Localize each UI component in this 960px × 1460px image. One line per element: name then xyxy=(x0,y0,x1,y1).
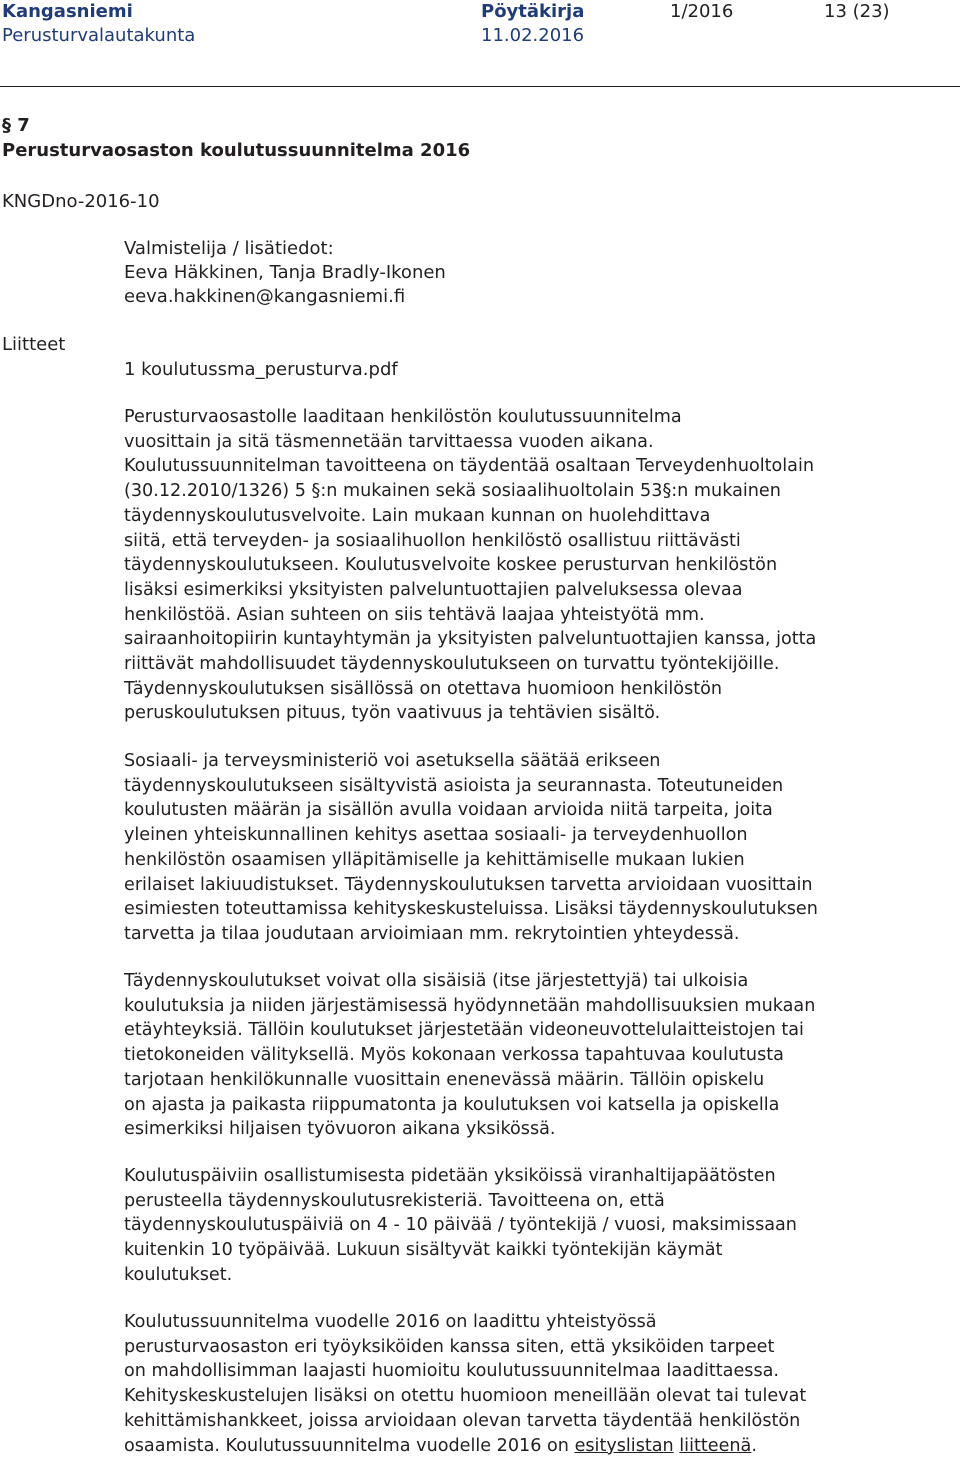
paragraph-line: Koulutuspäiviin osallistumisesta pidetään yksiköissä viranhaltijapäätösten xyxy=(124,1166,776,1186)
paragraph-3 xyxy=(124,969,815,1142)
paragraph-line: esimerkiksi hiljaisen työvuoron aikana yksikössä. xyxy=(124,1119,556,1140)
paragraph-line: henkilöstön osaamisen ylläpitämiselle ja kehittämiselle mukaan lukien xyxy=(124,849,745,870)
paragraph-line: kuitenkin 10 työpäivää. Lukuun sisältyvät kaikki työntekijän käymät xyxy=(124,1240,723,1261)
paragraph-line: Koulutussuunnitelma vuodelle 2016 on laadittu yhteistyössä xyxy=(124,1312,657,1332)
paragraph-5 xyxy=(124,1310,806,1458)
preparer-label: Valmistelija / lisätiedot: xyxy=(124,238,334,259)
paragraph-line: siitä, että terveyden- ja sosiaalihuollon henkilöstö osallistuu riittävästi xyxy=(124,530,741,551)
paragraph-line: yleinen yhteiskunnallinen kehitys asettaa sosiaali- ja terveydenhuollon xyxy=(124,825,748,846)
paragraph-line: on ajasta ja paikasta riippumatonta ja koulutuksen voi katsella ja opiskella xyxy=(124,1094,780,1115)
preparer-names: Eeva Häkkinen, Tanja Bradly-Ikonen xyxy=(124,262,446,283)
paragraph-line: koulutuksia ja niiden järjestämisessä hyödynnetään mahdollisuuksien mukaan xyxy=(124,995,816,1016)
attachment-item: 1 koulutussma_perusturva.pdf xyxy=(124,359,398,380)
paragraph-line: on mahdollisimman laajasti huomioitu koulutussuunnitelmaa laadittaessa. xyxy=(124,1361,779,1382)
paragraph-line: täydennyskoulutukseen sisältyvistä asioista ja seurannasta. Toteutuneiden xyxy=(124,775,784,796)
document-type: Pöytäkirja xyxy=(481,1,585,22)
paragraph-line: esimiesten toteuttamissa kehityskeskusteluissa. Lisäksi täydennyskoulutuksen xyxy=(124,899,818,920)
paragraph-line: Täydennyskoulutuksen sisällössä on otettava huomioon henkilöstön xyxy=(124,678,723,699)
paragraph-line: tietokoneiden välityksellä. Myös kokonaan verkossa tapahtuvaa koulutusta xyxy=(124,1045,784,1066)
attachment-link[interactable]: liitteenä xyxy=(679,1435,752,1456)
paragraph-line: täydennyskoulutusvelvoite. Lain mukaan kunnan on huolehdittava xyxy=(124,505,711,526)
preparer-block xyxy=(124,237,446,309)
paragraph-line: Kehityskeskustelujen lisäksi on otettu huomioon meneillään olevat tai tulevat xyxy=(124,1386,807,1407)
section-number: § 7 xyxy=(2,115,30,136)
paragraph-line: etäyhteyksiä. Tällöin koulutukset järjestetään videoneuvottelulaitteistojen tai xyxy=(124,1020,804,1041)
paragraph-line: perusteella täydennyskoulutusrekisteriä. Tavoitteena on, että xyxy=(124,1190,665,1211)
meeting-date: 11.02.2016 xyxy=(481,25,585,46)
preparer-email: eeva.hakkinen@kangasniemi.fi xyxy=(124,286,406,307)
paragraph-line: sairaanhoitopiirin kuntayhtymän ja yksityisten palveluntuottajien kanssa, jotta xyxy=(124,629,817,650)
paragraph-1 xyxy=(124,405,816,726)
paragraph-line: koulutusten määrän ja sisällön avulla voidaan arvioida niitä tarpeita, joita xyxy=(124,800,773,821)
paragraph-4 xyxy=(124,1164,797,1288)
last-line-prefix: osaamista. Koulutussuunnitelma vuodelle 2016 on xyxy=(124,1435,575,1456)
paragraph-line: täydennyskoulutuspäiviä on 4 - 10 päivää / työntekijä / vuosi, maksimissaan xyxy=(124,1215,797,1236)
paragraph-line: lisäksi esimerkiksi yksityisten palveluntuottajien palveluksessa olevaa xyxy=(124,579,743,600)
committee-name: Perusturvalautakunta xyxy=(2,25,196,46)
paragraph-2 xyxy=(124,749,818,947)
paragraph-line: Täydennyskoulutukset voivat olla sisäisiä (itse järjestettyjä) tai ulkoisia xyxy=(124,971,749,991)
header-divider xyxy=(0,86,960,87)
paragraph-line: perusturvaosaston eri työyksiköiden kanssa siten, että yksiköiden tarpeet xyxy=(124,1336,775,1357)
section-title: Perusturvaosaston koulutussuunnitelma 2016 xyxy=(2,140,471,161)
paragraph-line: (30.12.2010/1326) 5 §:n mukainen sekä sosiaalihuoltolain 53§:n mukainen xyxy=(124,481,781,502)
paragraph-line: Sosiaali- ja terveysministeriö voi asetuksella säätää erikseen xyxy=(124,751,661,771)
paragraph-line: vuosittain ja sitä täsmennetään tarvittaessa vuoden aikana. xyxy=(124,431,654,452)
paragraph-last-line xyxy=(124,1434,806,1459)
organization-name: Kangasniemi xyxy=(2,1,133,22)
page-number: 13 (23) xyxy=(824,1,890,22)
paragraph-line: peruskoulutuksen pituus, työn vaativuus ja tehtävien sisältö. xyxy=(124,703,661,724)
paragraph-line: tarvetta ja tilaa joudutaan arvioimiaan mm. rekrytointien yhteydessä. xyxy=(124,923,740,944)
paragraph-line: riittävät mahdollisuudet täydennyskoulutukseen on turvattu työntekijöille. xyxy=(124,654,780,675)
meeting-number: 1/2016 xyxy=(670,1,734,22)
paragraph-line: koulutukset. xyxy=(124,1264,233,1285)
paragraph-line: Koulutussuunnitelman tavoitteena on täydentää osaltaan Terveydenhuoltolain xyxy=(124,456,815,477)
paragraph-line: kehittämishankkeet, joissa arvioidaan olevan tarvetta täydentää henkilöstön xyxy=(124,1410,801,1431)
paragraph-line: täydennyskoulutukseen. Koulutusvelvoite koskee perusturvan henkilöstön xyxy=(124,555,778,576)
paragraph-line: tarjotaan henkilökunnalle vuosittain enenevässä määrin. Tällöin opiskelu xyxy=(124,1069,765,1090)
attachments-label: Liitteet xyxy=(2,334,66,355)
last-line-suffix: . xyxy=(751,1435,757,1456)
diary-number: KNGDno-2016-10 xyxy=(2,191,160,212)
agenda-link[interactable]: esityslistan xyxy=(574,1435,674,1456)
paragraph-line: Perusturvaosastolle laaditaan henkilöstön koulutussuunnitelma xyxy=(124,407,682,427)
paragraph-line: erilaiset lakiuudistukset. Täydennyskoulutuksen tarvetta arvioidaan vuosittain xyxy=(124,874,813,895)
paragraph-line: henkilöstöä. Asian suhteen on siis tehtävä laajaa yhteistyötä mm. xyxy=(124,604,705,625)
